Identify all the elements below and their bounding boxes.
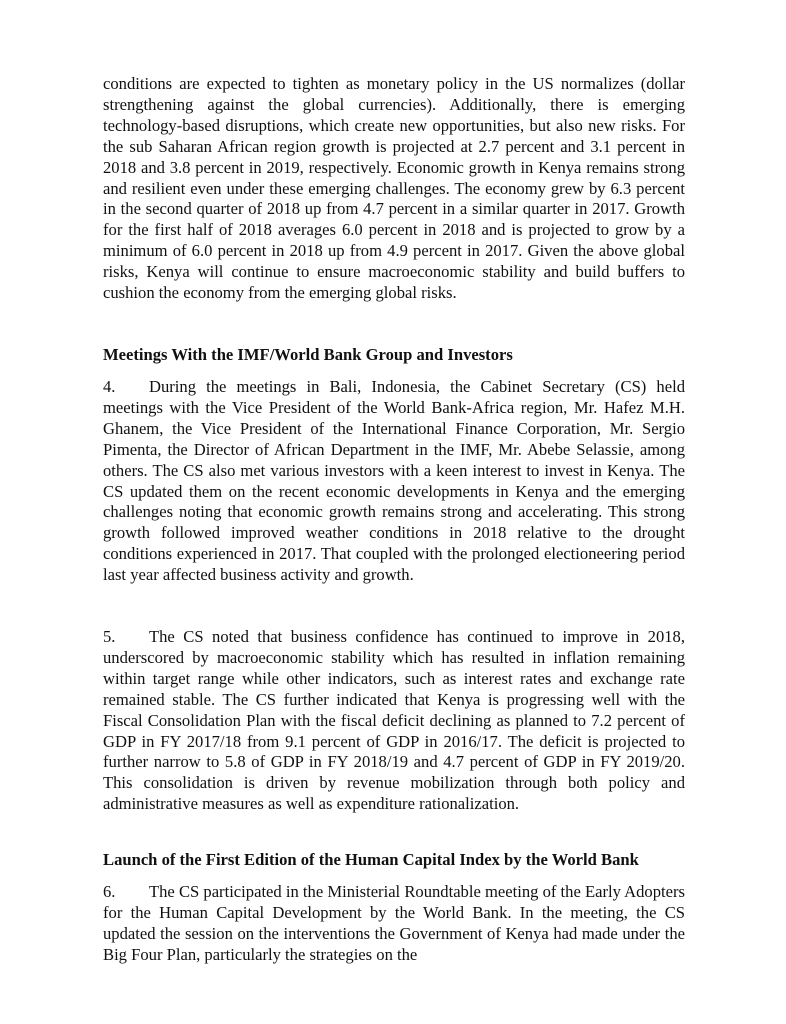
paragraph-number: 6. <box>103 882 116 901</box>
paragraph-number: 5. <box>103 627 116 646</box>
paragraph-4 <box>103 377 685 586</box>
paragraph-6 <box>103 882 685 966</box>
section-heading-human-capital-index: Launch of the First Edition of the Human Capital Index by the World Bank <box>103 850 639 869</box>
section-heading-imf-meetings: Meetings With the IMF/World Bank Group and Investors <box>103 345 513 364</box>
paragraph-text: The CS noted that business confidence has continued to improve in 2018, underscored by macroeconomic stability which has resulted in inflation remaining within target range while other indicators, such as interest rates and exchange rate remained stable. The CS further indicated that Kenya is progressing well with the Fiscal Consolidation Plan with the fiscal deficit declining as planned to 7.2 percent of GDP in FY 2017/18 from 9.1 percent of GDP in 2016/17. The deficit is projected to further narrow to 5.8 of GDP in FY 2018/19 and 4.7 percent of GDP in FY 2019/20. This consolidation is driven by revenue mobilization through both policy and administrative measures as well as expenditure rationalization. <box>103 627 685 814</box>
paragraph-text: During the meetings in Bali, Indonesia, the Cabinet Secretary (CS) held meetings with the Vice President of the World Bank-Africa region, Mr. Hafez M.H. Ghanem, the Vice President of the International Finance Corporation, Mr. Sergio Pimenta, the Director of African Department in the IMF, Mr. Abebe Selassie, among others. The CS also met various investors with a keen interest to invest in Kenya. The CS updated them on the recent economic developments in Kenya and the emerging challenges noting that economic growth remains strong and accelerating. This strong growth followed improved weather conditions in 2018 relative to the drought conditions experienced in 2017. That coupled with the prolonged electioneering period last year affected business activity and growth. <box>103 377 685 585</box>
paragraph-text: The CS participated in the Ministerial Roundtable meeting of the Early Adopters for the Human Capital Development by the World Bank. In the meeting, the CS updated the session on the interventions the Government of Kenya had made under the Big Four Plan, particularly the strategies on the <box>103 882 685 964</box>
paragraph-5 <box>103 627 685 815</box>
intro-paragraph: conditions are expected to tighten as monetary policy in the US normalizes (dollar strengthening against the global currencies). Additionally, there is emerging technology-based disruptions, which create new opportunities, but also new risks. For the sub Saharan African region growth is projected at 2.7 percent and 3.1 percent in 2018 and 3.8 percent in 2019, respectively. Economic growth in Kenya remains strong and resilient even under these emerging challenges. The economy grew by 6.3 percent in the second quarter of 2018 up from 4.7 percent in a similar quarter in 2017. Growth for the first half of 2018 averages 6.0 percent in 2018 and is projected to grow by a minimum of 6.0 percent in 2018 up from 4.9 percent in 2017. Given the above global risks, Kenya will continue to ensure macroeconomic stability and build buffers to cushion the economy from the emerging global risks. <box>103 74 685 303</box>
paragraph-number: 4. <box>103 377 116 396</box>
